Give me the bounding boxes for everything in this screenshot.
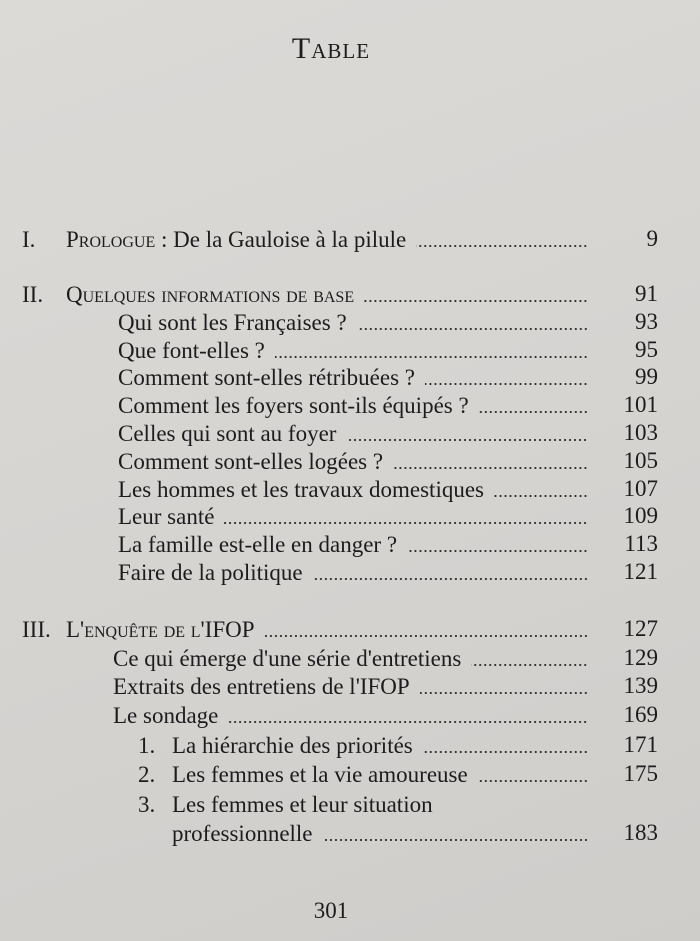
- entry-page-number: 91: [635, 281, 658, 306]
- entry-page-number: 109: [623, 503, 658, 529]
- dot-leader: [357, 327, 588, 331]
- entry-page-number: 171: [623, 731, 658, 757]
- page-number: 301: [313, 898, 349, 923]
- toc-entry: [0, 420, 700, 448]
- dot-leader: [275, 355, 588, 359]
- toc-entry: [0, 820, 700, 848]
- entry-page-number: 107: [623, 475, 658, 501]
- entry-page-number: 169: [623, 701, 658, 727]
- entry-label-caps: Prologue: [66, 227, 156, 252]
- entry-label: Leur santé: [118, 504, 215, 530]
- dot-leader: [425, 382, 588, 386]
- entry-page-number: 9: [646, 226, 658, 251]
- entry-label: Extraits des entretiens de l'IFOP: [113, 674, 410, 699]
- entry-label: Comment sont-elles logées ?: [118, 448, 384, 474]
- section-numeral: I.: [22, 227, 36, 252]
- item-number: 3.: [138, 791, 156, 817]
- entry-page-number: 113: [624, 531, 658, 557]
- dot-leader: [224, 521, 588, 525]
- entry-page-number: 121: [623, 559, 658, 584]
- entry-label: Comment les foyers sont-ils équipés ?: [118, 393, 469, 419]
- entry-label: Les hommes et les travaux domestiques: [118, 476, 485, 502]
- dot-leader: [479, 410, 588, 414]
- toc-entry: [0, 761, 700, 789]
- toc-entry: [0, 673, 700, 701]
- toc-entry: [0, 476, 700, 504]
- toc-entry: [0, 645, 700, 673]
- entry-page-number: 101: [623, 392, 658, 418]
- item-number: 2.: [138, 762, 156, 787]
- toc-entry: [0, 732, 700, 760]
- entry-page-number: 103: [623, 420, 658, 445]
- entry-label: La famille est-elle en danger ?: [118, 532, 398, 558]
- entry-page-number: 183: [623, 819, 658, 845]
- entry-label: Faire de la politique: [118, 560, 303, 585]
- entry-label: Les femmes et la vie amoureuse: [172, 762, 468, 787]
- entry-page-number: 95: [635, 336, 658, 362]
- dot-leader: [313, 577, 588, 581]
- page-title: Table: [291, 32, 371, 65]
- entry-label: La hiérarchie des priorités: [172, 732, 413, 758]
- dot-leader: [423, 750, 588, 754]
- entry-label: [66, 616, 255, 644]
- entry-label-caps: L'enquête de l'IFOP: [66, 617, 255, 642]
- entry-page-number: 93: [635, 308, 658, 334]
- entry-label: Les femmes et leur situation: [172, 791, 433, 817]
- entry-page-number: 175: [623, 761, 658, 786]
- toc-entry: [0, 309, 700, 337]
- dot-leader: [407, 549, 588, 553]
- dot-leader: [228, 720, 588, 724]
- dot-leader: [393, 466, 588, 470]
- entry-label: Comment sont-elles rétribuées ?: [118, 365, 416, 391]
- entry-label-caps: Quelques informations de base: [66, 282, 355, 307]
- entry-label: Le sondage: [113, 702, 219, 728]
- entry-page-number: 99: [635, 364, 658, 390]
- toc-entry: [0, 616, 700, 644]
- toc-entry: [0, 392, 700, 420]
- dot-leader: [265, 634, 588, 638]
- dot-leader: [471, 663, 588, 667]
- dot-leader: [346, 438, 588, 442]
- entry-label: Que font-elles ?: [118, 337, 265, 363]
- section-numeral: II.: [22, 282, 44, 307]
- toc-entry: [0, 791, 700, 819]
- entry-label: Celles qui sont au foyer: [118, 421, 337, 446]
- toc-entry: [0, 281, 700, 309]
- dot-leader: [478, 779, 588, 783]
- entry-page-number: 105: [623, 447, 658, 473]
- toc-entry: [0, 364, 700, 392]
- toc-entry: [0, 559, 700, 587]
- toc-entry: [0, 503, 700, 531]
- toc-entry: [0, 226, 700, 254]
- dot-leader: [494, 494, 588, 498]
- entry-label-rest: : De la Gauloise à la pilule: [155, 227, 407, 252]
- toc-entry: [0, 702, 700, 730]
- entry-label: [66, 226, 406, 254]
- dot-leader: [323, 838, 588, 842]
- dot-leader: [420, 691, 588, 695]
- dot-leader: [364, 299, 588, 303]
- entry-label: professionnelle: [172, 820, 313, 846]
- entry-page-number: 139: [623, 673, 658, 698]
- dot-leader: [416, 244, 588, 248]
- entry-page-number: 129: [623, 644, 658, 670]
- toc-entry: [0, 531, 700, 559]
- entry-label: Qui sont les Françaises ?: [118, 309, 347, 335]
- toc-entry: [0, 448, 700, 476]
- item-number: 1.: [138, 732, 156, 758]
- toc-entry: [0, 337, 700, 365]
- entry-label: [66, 281, 354, 309]
- entry-label: Ce qui émerge d'une série d'entretiens: [113, 645, 462, 671]
- entry-page-number: 127: [623, 616, 658, 641]
- section-numeral: III.: [22, 617, 51, 642]
